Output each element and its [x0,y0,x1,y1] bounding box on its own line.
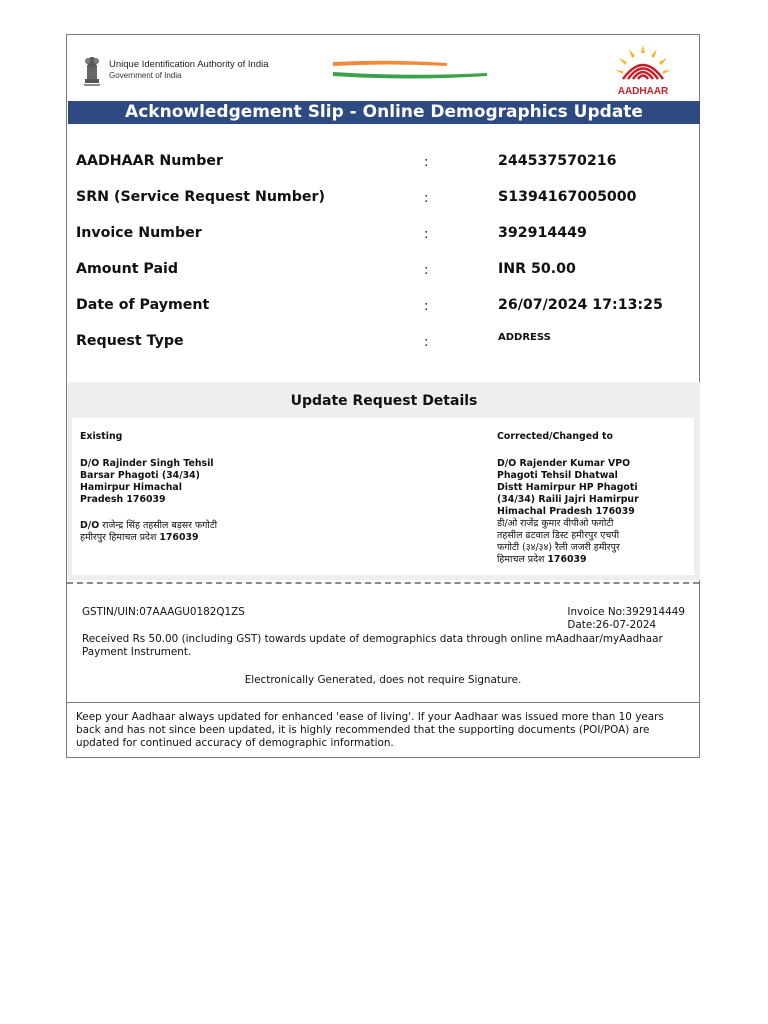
corrected-line: Distt Hamirpur HP Phagoti [497,482,638,493]
hindi-text: राजेन्द्र सिंह तहसील बड़सर फगोटी [99,520,217,531]
hindi-pin: 176039 [547,554,587,565]
existing-line: Barsar Phagoti (34/34) [80,470,200,481]
request-fields [76,151,686,367]
organization-name [109,59,269,81]
field-label: Amount Paid [76,261,179,277]
field-value: 392914449 [498,225,587,241]
field-value: 26/07/2024 17:13:25 [498,297,663,313]
update-notice [67,702,699,750]
aadhaar-logo-text: AADHAAR [617,86,669,97]
details-title: Update Request Details [290,393,478,409]
existing-line: Hamirpur Himachal [80,482,182,493]
field-request-type [76,331,686,367]
hindi-text: हमीरपुर हिमाचल प्रदेश [80,532,160,543]
field-srn [76,187,686,223]
field-value: S1394167005000 [498,189,637,205]
national-emblem-icon [81,53,103,89]
existing-hindi-line [80,532,250,544]
org-line-1: Unique Identification Authority of India [109,59,269,70]
aadhaar-logo-icon [607,43,679,99]
field-separator: : [424,191,429,206]
field-value: INR 50.00 [498,261,576,277]
corrected-hindi-line: तहसील ढटवाल डिस्ट हमीरपुर एचपी [497,530,620,541]
field-separator: : [424,299,429,314]
hindi-pin: 176039 [159,532,199,543]
title-bar [68,101,700,124]
org-line-2: Government of India [109,71,182,80]
corrected-line: D/O Rajender Kumar VPO [497,458,631,469]
field-separator: : [424,227,429,242]
field-aadhaar-number [76,151,686,187]
tricolor-stripe-icon [329,57,499,83]
corrected-hindi-line: डी/ओ राजेंद्र कुमार वीपीओ फगोटी [497,518,614,529]
field-separator: : [424,263,429,278]
field-value: 244537570216 [498,153,617,169]
acknowledgement-slip [66,34,700,758]
slip-title: Acknowledgement Slip - Online Demographics Update [125,102,643,122]
details-panel [72,418,694,575]
field-date-of-payment [76,295,686,331]
update-request-details [68,382,700,580]
field-label: Date of Payment [76,297,210,313]
corrected-hindi-line: फगोटी (३४/३४) रैली जजरी हमीरपुर [497,542,620,553]
corrected-line: Himachal Pradesh 176039 [497,506,635,517]
corrected-line: Phagoti Tehsil Dhatwal [497,470,618,481]
electronic-generated-note: Electronically Generated, does not require Signature. [244,674,522,686]
cut-line-divider [67,582,699,584]
notice-text: Keep your Aadhaar always updated for enhanced 'ease of living'. If your Aadhaar was issued more than 10 years back and has not since been updated, it is highly recommended that the supporting documents (POI/POA) are updated for continued accuracy of demographic information. [76,711,664,749]
existing-hindi-line [80,520,250,532]
hindi-prefix: D/O [80,520,100,531]
corrected-hindi-line [497,554,687,566]
field-separator: : [424,335,429,350]
field-separator: : [424,155,429,170]
field-label: SRN (Service Request Number) [76,189,325,205]
existing-heading: Existing [80,431,123,442]
gstin: GSTIN/UIN:07AAAGU0182Q1ZS [82,606,245,618]
corrected-address [497,431,687,566]
existing-address [80,431,250,544]
corrected-heading: Corrected/Changed to [497,431,613,442]
invoice-no: Invoice No:392914449 [567,606,685,618]
existing-line: Pradesh 176039 [80,494,166,505]
invoice-date: Date:26-07-2024 [567,618,657,631]
field-amount-paid [76,259,686,295]
field-invoice-number [76,223,686,259]
existing-line: D/O Rajinder Singh Tehsil [80,458,214,469]
invoice-info [567,606,685,631]
field-label: Request Type [76,333,184,349]
field-label: AADHAAR Number [76,153,223,169]
hindi-text: हिमाचल प्रदेश [497,554,548,565]
corrected-line: (34/34) Raili Jajri Hamirpur [497,494,639,505]
payment-received-text: Received Rs 50.00 (including GST) towards update of demographics data through online mAadhaar/myAadhaar Payment Instrument. [82,633,663,658]
field-label: Invoice Number [76,225,202,241]
slip-header [67,35,699,101]
field-value: ADDRESS [498,332,551,343]
